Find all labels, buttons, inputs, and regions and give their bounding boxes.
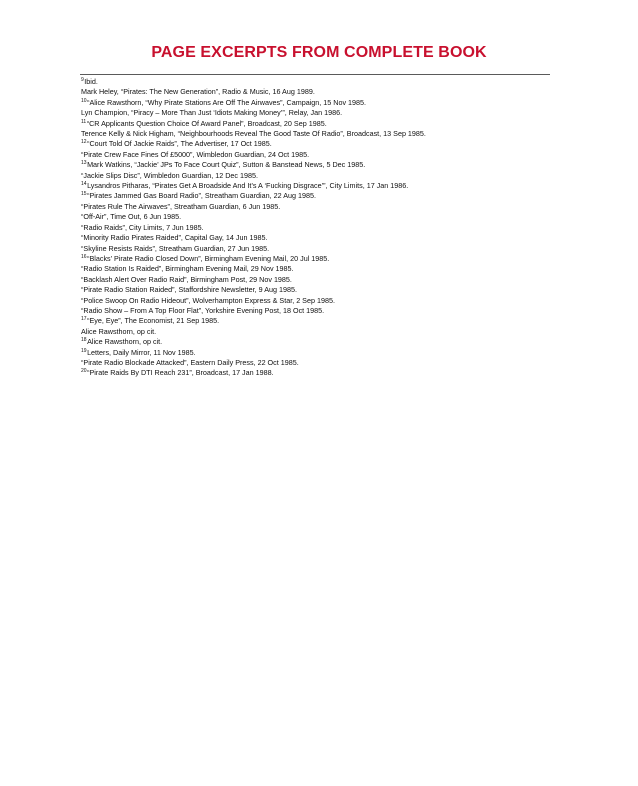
footnote-text: “Pirates Jammed Gas Board Radio”, Streatham Guardian, 22 Aug 1985.	[87, 191, 316, 201]
footnote-line	[81, 254, 551, 264]
footnote-text: “Pirate Radio Station Raided”, Staffordshire Newsletter, 9 Aug 1985.	[81, 285, 298, 295]
footnote-text: “CR Applicants Question Choice Of Award Panel”, Broadcast, 20 Sep 1985.	[86, 118, 327, 128]
footnote-marker: 14	[81, 181, 87, 188]
footnote-marker: 13	[81, 160, 87, 167]
footnote-line	[81, 348, 551, 358]
footnote-text: “Pirate Radio Blockade Attacked”, Eastern Daily Press, 22 Oct 1985.	[81, 357, 299, 367]
footnote-marker: 15	[81, 191, 87, 198]
footnote-text: Alice Rawsthorn, op cit.	[81, 326, 157, 336]
footnote-line	[81, 264, 551, 274]
footnote-text: Mark Watkins, “Jackie’ JPs To Face Court Quiz”, Sutton & Banstead News, 5 Dec 1985.	[87, 160, 366, 170]
footnote-line	[81, 233, 551, 243]
footnote-marker: 20	[81, 368, 87, 375]
footnote-text: “Pirate Crew Face Fines Of £5000”, Wimbledon Guardian, 24 Oct 1985.	[81, 149, 310, 159]
footnote-marker: 11	[81, 118, 87, 125]
footnote-line	[81, 77, 551, 87]
footnote-line	[81, 296, 551, 306]
header-divider	[80, 74, 550, 75]
footnote-text: “Alice Rawsthorn, “Why Pirate Stations Are Off The Airwaves”, Campaign, 15 Nov 1985.	[87, 97, 367, 107]
footnote-line	[81, 191, 551, 201]
footnote-text: Lysandros Pitharas, “Pirates Get A Broadside And It’s A ‘Fucking Disgrace’”, City Limits, 17 Jan 1986.	[87, 181, 409, 191]
footnote-text: “Radio Raids”, City Limits, 7 Jun 1985.	[81, 222, 204, 232]
footnote-line	[81, 368, 551, 378]
page-title: PAGE EXCERPTS FROM COMPLETE BOOK	[151, 44, 487, 61]
footnote-line	[81, 87, 551, 97]
footnote-line	[81, 160, 551, 170]
footnote-line	[81, 306, 551, 316]
footnote-line	[81, 316, 551, 326]
footnote-text: Mark Heley, “Pirates: The New Generation”, Radio & Music, 16 Aug 1989.	[81, 87, 315, 97]
footnote-text: “Police Swoop On Radio Hideout”, Wolverhampton Express & Star, 2 Sep 1985.	[81, 295, 335, 305]
footnote-text: “Radio Station Is Raided”, Birmingham Evening Mail, 29 Nov 1985.	[81, 264, 294, 274]
footnote-text: Alice Rawsthorn, op cit.	[87, 337, 163, 347]
footnote-text: “Off-Air”, Time Out, 6 Jun 1985.	[81, 212, 182, 222]
footnote-marker: 17	[81, 316, 87, 323]
footnote-line	[81, 119, 551, 129]
footnote-text: “Court Told Of Jackie Raids”, The Advertiser, 17 Oct 1985.	[87, 139, 272, 149]
footnote-line	[81, 181, 551, 191]
footnote-line	[81, 223, 551, 233]
footnote-line	[81, 202, 551, 212]
footnote-line	[81, 212, 551, 222]
footnote-text: “Minority Radio Pirates Raided”, Capital Gay, 14 Jun 1985.	[81, 233, 268, 243]
footnote-marker: 19	[81, 347, 87, 354]
footnote-text: “Eye, Eye”, The Economist, 21 Sep 1985.	[87, 316, 220, 326]
footnotes-list	[81, 77, 551, 379]
footnote-line	[81, 150, 551, 160]
footnote-line	[81, 129, 551, 139]
footnote-text: “Blacks’ Pirate Radio Closed Down”, Birmingham Evening Mail, 20 Jul 1985.	[87, 253, 330, 263]
footnote-text: “Skyline Resists Raids”, Streatham Guardian, 27 Jun 1985.	[81, 243, 270, 253]
footnote-text: Ibid.	[84, 77, 98, 86]
footnote-text: Terence Kelly & Nick Higham, “Neighbourhoods Reveal The Good Taste Of Radio”, Broadcast, 13 Sep 1985.	[81, 129, 426, 139]
footnote-marker: 12	[81, 139, 87, 146]
footnote-text: Lyn Champion, “Piracy – More Than Just ‘Idiots Making Money’”, Relay, Jan 1986.	[81, 108, 343, 118]
footnote-text: “Pirate Raids By DTI Reach 231”, Broadcast, 17 Jan 1988.	[87, 368, 274, 378]
footnote-text: Letters, Daily Mirror, 11 Nov 1985.	[87, 347, 196, 357]
footnote-marker: 18	[81, 337, 87, 344]
footnote-text: “Jackie Slips Disc”, Wimbledon Guardian, 12 Dec 1985.	[81, 170, 258, 180]
footnote-line	[81, 327, 551, 337]
footnote-text: “Pirates Rule The Airwaves”, Streatham Guardian, 6 Jun 1985.	[81, 201, 281, 211]
footnote-line	[81, 98, 551, 108]
footnote-marker: 9	[81, 77, 84, 83]
footnote-line	[81, 275, 551, 285]
footnote-line	[81, 358, 551, 368]
footnote-text: “Backlash Alert Over Radio Raid”, Birmingham Post, 29 Nov 1985.	[81, 274, 292, 284]
footnote-line	[81, 244, 551, 254]
footnote-line	[81, 337, 551, 347]
footnote-text: “Radio Show – From A Top Floor Flat”, Yorkshire Evening Post, 18 Oct 1985.	[81, 305, 325, 315]
footnote-line	[81, 108, 551, 118]
footnote-line	[81, 285, 551, 295]
footnote-line	[81, 171, 551, 181]
footnote-marker: 10	[81, 97, 87, 104]
footnote-line	[81, 139, 551, 149]
footnote-marker: 16	[81, 253, 87, 260]
